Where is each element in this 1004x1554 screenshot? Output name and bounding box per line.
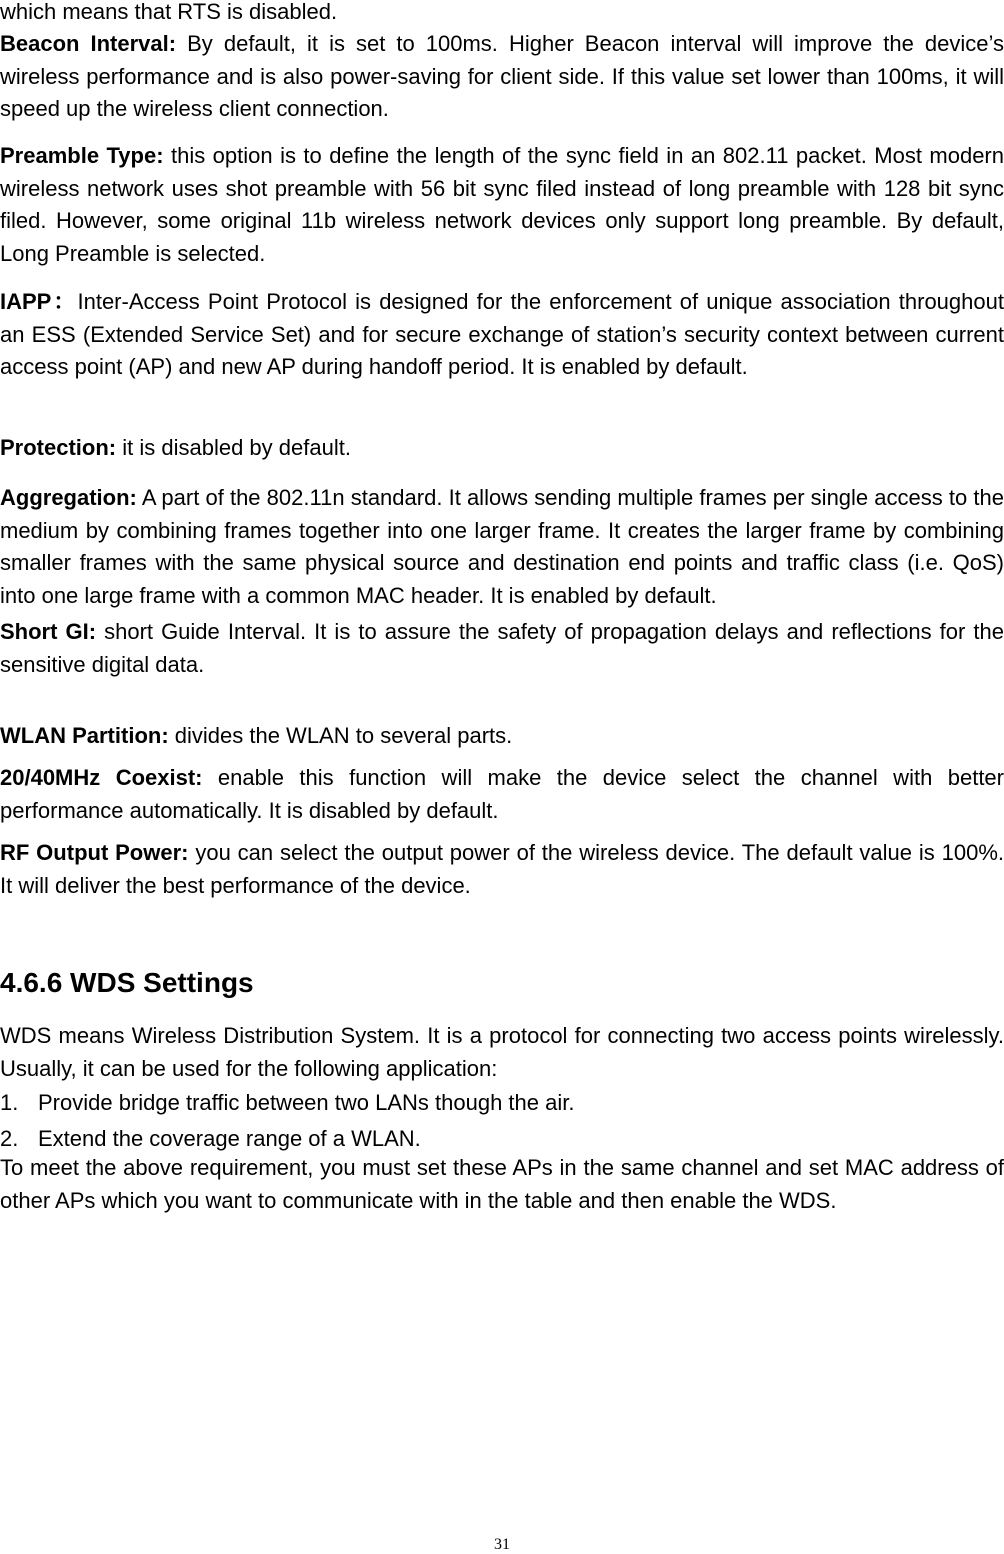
term-label: Short GI: — [0, 619, 97, 644]
term-description: enable this function will make the device select the channel with better performance automatically. It is disabled by default. — [0, 765, 1004, 823]
list-number: 2. — [0, 1126, 19, 1151]
term-description: A part of the 802.11n standard. It allows sending multiple frames per single access to the medium by combining frames together into one larger frame. It creates the larger frame by combining smaller frames with the same physical source and destination end points and traffic class (i.e. QoS) into one large frame with a common MAC header. It is enabled by default. — [0, 485, 1004, 608]
term-label: Aggregation: — [0, 485, 137, 510]
definition-coexist — [0, 762, 1004, 827]
definition-wlan-partition — [0, 720, 1004, 753]
term-description: it is disabled by default. — [116, 435, 351, 460]
section-heading: 4.6.6 WDS Settings — [0, 967, 254, 998]
definition-aggregation — [0, 482, 1004, 612]
term-description: this option is to define the length of the sync field in an 802.11 packet. Most modern wireless network uses shot preamble with 56 bit sync filed instead of long preamble with 128 bit sync filed. However, some original 11b wireless network devices only support long preamble. By default, Long Preamble is selected. — [0, 143, 1004, 266]
list-item — [0, 1124, 1004, 1154]
intro-line: which means that RTS is disabled. — [0, 0, 338, 24]
term-label: RF Output Power: — [0, 840, 189, 865]
list-text: Extend the coverage range of a WLAN. — [38, 1126, 421, 1151]
definition-preamble-type — [0, 140, 1004, 270]
definition-beacon-interval — [0, 28, 1004, 126]
definition-rf-output-power — [0, 837, 1004, 902]
list-item — [0, 1088, 1004, 1118]
page-number: 31 — [494, 1536, 510, 1553]
term-label: Preamble Type: — [0, 143, 164, 168]
section-closing: To meet the above requirement, you must set these APs in the same channel and set MAC address of other APs which you want to communicate with in the table and then enable the WDS. — [0, 1155, 1004, 1213]
term-label: WLAN Partition: — [0, 723, 169, 748]
list-text: Provide bridge traffic between two LANs though the air. — [38, 1090, 575, 1115]
application-list — [0, 1088, 1004, 1154]
section-closing-block — [0, 1152, 1004, 1217]
term-label: Beacon Interval: — [0, 31, 177, 56]
term-description: short Guide Interval. It is to assure the safety of propagation delays and reflections for the sensitive digital data. — [0, 619, 1004, 677]
term-label: Protection: — [0, 435, 117, 460]
section-intro: WDS means Wireless Distribution System. It is a protocol for connecting two access points wirelessly. Usually, it can be used for the following application: — [0, 1023, 1004, 1081]
definition-iapp — [0, 286, 1004, 384]
definition-protection — [0, 432, 1004, 465]
term-label: IAPP： — [0, 289, 78, 314]
term-description: divides the WLAN to several parts. — [168, 723, 513, 748]
term-description: Inter-Access Point Protocol is designed for the enforcement of unique association throughout an ESS (Extended Service Set) and for secure exchange of station’s security context between current access point (AP) and new AP during handoff period. It is enabled by default. — [0, 289, 1004, 379]
term-description: By default, it is set to 100ms. Higher Beacon interval will improve the device’s wireless performance and is also power-saving for client side. If this value set lower than 100ms, it will speed up the wireless client connection. — [0, 31, 1004, 121]
intro-line-block — [0, 0, 1004, 29]
term-description: you can select the output power of the wireless device. The default value is 100%. It will deliver the best performance of the device. — [0, 840, 1004, 898]
definition-short-gi — [0, 616, 1004, 681]
section-intro-block — [0, 1020, 1004, 1085]
term-label: 20/40MHz Coexist: — [0, 765, 203, 790]
list-number: 1. — [0, 1090, 19, 1115]
